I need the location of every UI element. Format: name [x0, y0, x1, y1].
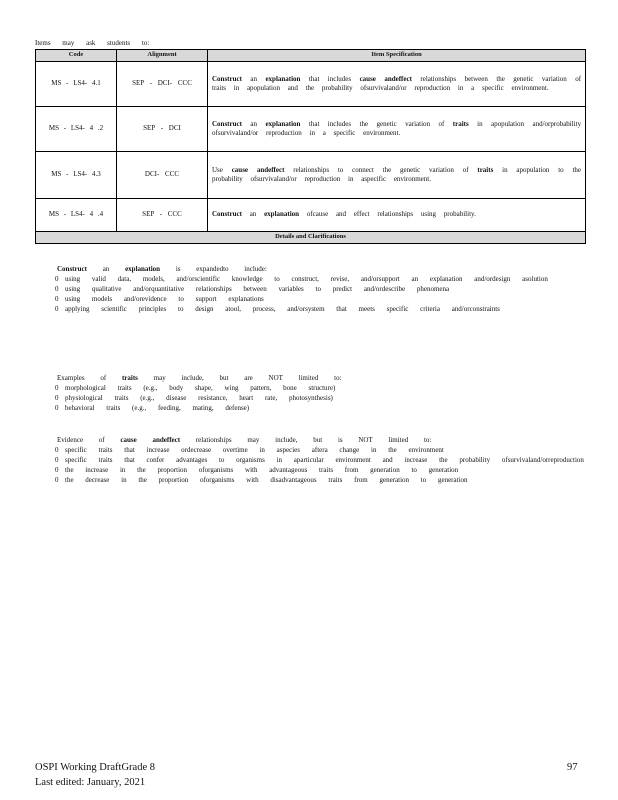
row-spec: [208, 62, 586, 107]
sub-bullet-icon: 0: [55, 404, 59, 413]
spec-text: that includes: [308, 74, 352, 83]
footer-draft-label: OSPI Working DraftGrade 8: [35, 762, 155, 773]
spec-text: an: [250, 119, 257, 128]
heading-bold: traits: [121, 374, 138, 382]
row-alignment: SEP - DCI- CCC: [117, 62, 208, 107]
list-item: [45, 394, 585, 403]
heading-bold: Construct: [57, 265, 87, 273]
row-spec: [208, 152, 586, 199]
list-item: [45, 404, 585, 413]
list-item-text: using valid data, models, and/orscientific knowledge to construct, revise, and/orsupport an explanation and/ordesign asolution: [65, 275, 548, 284]
row-code: MS - LS4- 4.3: [36, 152, 117, 199]
header-code: Code: [36, 50, 117, 62]
section-heading: [45, 436, 585, 445]
spec-bold: cause andeffect: [359, 74, 412, 83]
header-item-spec: Item Specification: [208, 50, 586, 62]
list-item: [45, 456, 585, 465]
spec-text: that includes the genetic variation of: [308, 119, 445, 128]
section-heading: [45, 374, 585, 383]
details-section-evidence: [45, 436, 585, 486]
details-header-row: [36, 232, 586, 244]
spec-bold: traits: [477, 165, 494, 174]
spec-text: Use: [212, 165, 223, 174]
sub-bullet-icon: 0: [55, 456, 59, 465]
section-heading-text: [57, 374, 342, 383]
heading-text: an: [102, 265, 110, 273]
list-item: [45, 285, 585, 294]
square-bullet-icon: [45, 374, 57, 383]
sub-bullet-icon: 0: [55, 394, 59, 403]
row-alignment: DCI- CCC: [117, 152, 208, 199]
spec-text: ofcause and effect relationships using probability.: [306, 210, 476, 219]
spec-bold: Construct: [212, 119, 242, 128]
sub-list: [45, 275, 585, 314]
intro-text: Items may ask students to:: [35, 39, 150, 47]
spec-text: relationships between the genetic variation of traits in apopulation and the probability ofsurvivaland/or reproduction in a specific environment.: [212, 74, 582, 92]
spec-bold: Construct: [212, 74, 242, 83]
list-item-text: applying scientific principles to design atool, process, and/orsystem that meets specific criteria and/orconstraints: [65, 305, 500, 314]
list-item: [45, 384, 585, 393]
section-heading-text: [57, 265, 267, 274]
sub-bullet-icon: 0: [55, 305, 59, 314]
list-item-text: the decrease in the proportion oforganisms with disadvantageous traits from generation to generation: [65, 476, 468, 485]
sub-list: [45, 384, 585, 413]
spec-text: in apopulation and/orprobability ofsurvivaland/or reproduction in a specific environment.: [212, 119, 582, 137]
list-item-text: using qualitative and/orquantitative relationships between variables to predict and/ordescribe phenomena: [65, 285, 450, 294]
row-spec: [208, 107, 586, 152]
list-item: [45, 305, 585, 314]
list-item: [45, 466, 585, 475]
footer-last-edited: Last edited: January, 2021: [35, 776, 146, 788]
spec-bold: explanation: [265, 74, 301, 83]
table-row: [36, 152, 586, 199]
page-footer: [35, 761, 155, 790]
list-item-text: using models and/orevidence to support explanations: [65, 295, 264, 304]
spec-bold: cause andeffect: [231, 165, 285, 174]
heading-bold: cause: [120, 436, 137, 444]
header-alignment: Alignment: [117, 50, 208, 62]
list-item-text: specific traits that confer advantages to organisms in aparticular environment and increase the probability ofsurvivaland/orreproduction: [65, 456, 584, 465]
heading-text: is expandedto include:: [175, 265, 267, 273]
heading-text: may include, but are NOT limited to:: [153, 374, 342, 382]
list-item-text: physiological traits (e.g., disease resistance, heart rate, photosynthesis): [65, 394, 333, 403]
square-bullet-icon: [45, 265, 57, 274]
row-code: MS - LS4- 4 .2: [36, 107, 117, 152]
details-title: Details and Clarifications: [36, 232, 586, 244]
sub-bullet-icon: 0: [55, 285, 59, 294]
spec-text: in apopulation to the probability ofsurvivaland/or reproduction in aspecific environment.: [212, 165, 582, 183]
row-alignment: SEP - CCC: [117, 199, 208, 232]
spec-bold: explanation: [264, 210, 300, 219]
list-item-text: behavioral traits (e.g., feeding, mating, defense): [65, 404, 250, 413]
spec-bold: explanation: [265, 119, 301, 128]
spec-bold: Construct: [212, 210, 242, 219]
row-spec: [208, 199, 586, 232]
row-alignment: SEP - DCI: [117, 107, 208, 152]
list-item-text: the increase in the proportion oforganisms with advantageous traits from generation to generation: [65, 466, 459, 475]
sub-bullet-icon: 0: [55, 295, 59, 304]
list-item: [45, 476, 585, 485]
table-header: [36, 50, 586, 62]
item-spec-table: [35, 49, 586, 244]
section-heading: [45, 265, 585, 274]
list-item: [45, 446, 585, 455]
sub-list: [45, 446, 585, 485]
sub-bullet-icon: 0: [55, 466, 59, 475]
heading-bold: andeffect: [152, 436, 181, 444]
list-item: [45, 295, 585, 304]
heading-text: relationships may include, but is NOT limited to:: [195, 436, 432, 444]
spec-bold: traits: [452, 119, 469, 128]
spec-text: an: [249, 210, 257, 219]
page-number: 97: [567, 762, 578, 773]
square-bullet-icon: [45, 436, 57, 445]
sub-bullet-icon: 0: [55, 384, 59, 393]
sub-bullet-icon: 0: [55, 446, 59, 455]
spec-text: an: [250, 74, 257, 83]
heading-text: Evidence of: [57, 436, 105, 444]
list-item: [45, 275, 585, 284]
table-row: [36, 62, 586, 107]
heading-bold: explanation: [125, 265, 161, 273]
heading-text: Examples of: [57, 374, 107, 382]
table-row: [36, 199, 586, 232]
details-section-construct: [45, 265, 585, 315]
sub-bullet-icon: 0: [55, 275, 59, 284]
row-code: MS - LS4- 4 .4: [36, 199, 117, 232]
details-section-traits: [45, 374, 585, 414]
table-row: [36, 107, 586, 152]
section-heading-text: [57, 436, 431, 445]
list-item-text: morphological traits (e.g., body shape, wing pattern, bone structure): [65, 384, 336, 393]
sub-bullet-icon: 0: [55, 476, 59, 485]
list-item-text: specific traits that increase ordecrease overtime in aspecies aftera change in the environment: [65, 446, 444, 455]
spec-text: relationships to connect the genetic variation of: [293, 165, 469, 174]
row-code: MS - LS4- 4.1: [36, 62, 117, 107]
